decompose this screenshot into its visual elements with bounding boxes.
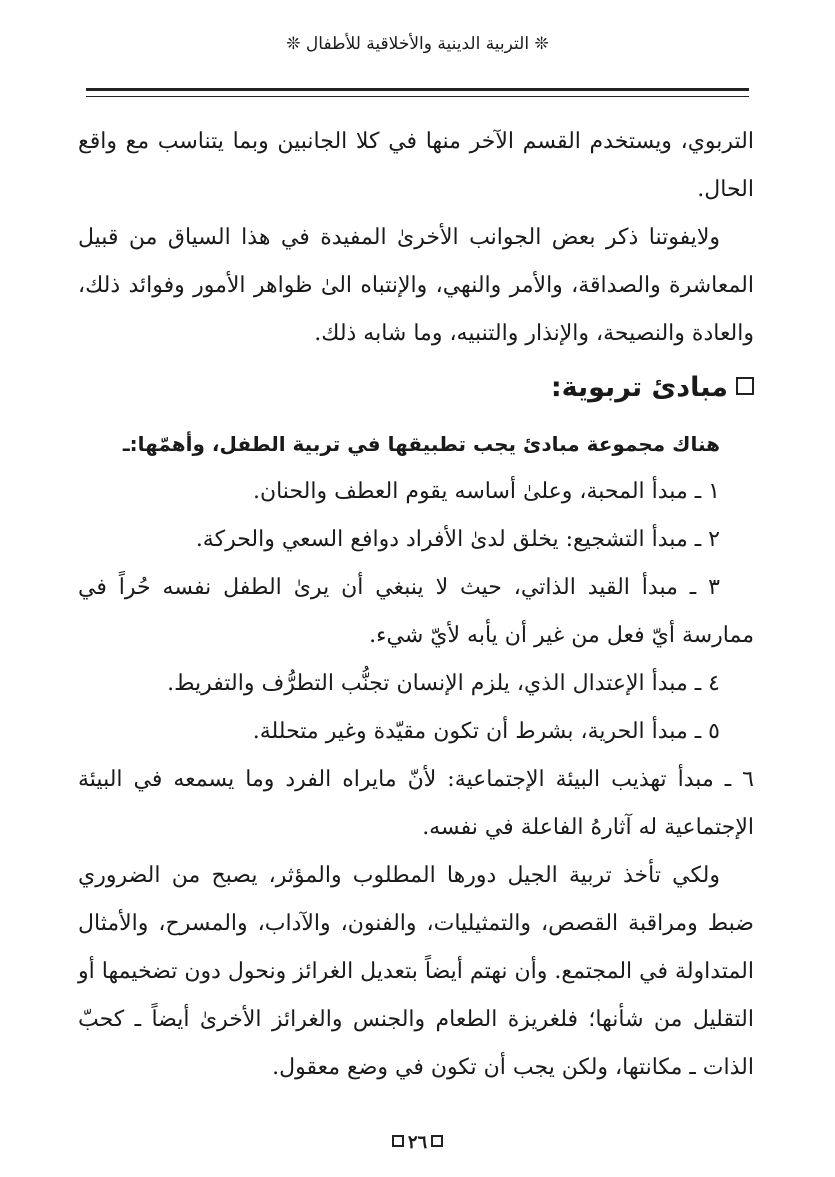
paragraph-3: ولكي تأخذ تربية الجيل دورها المطلوب والمؤثر، يصبح من الضروري ضبط ومراقبة القصص، والتمثيليات، والفنون، والآداب، والمسرح، والأمثال المتداولة في المجتمع. وأن نهتم أيضاً بتعديل الغرائز ونحول دون تضخيمها أو التقليل من شأنها؛ فلغريزة الطعام والجنس والغرائز الأخرىٰ أيضاً ـ كحبّ الذات ـ مكانتها، ولكن يجب أن تكون في وضع معقول. (78, 863, 754, 1080)
square-bullet-icon (736, 377, 754, 395)
page-content (78, 118, 754, 1092)
principle-item-3: ٣ ـ مبدأ القيد الذاتي، حيث لا ينبغي أن يرىٰ الطفل نفسه حُراً في ممارسة أيّ فعل من غير أن يأبه لأيّ شيء. (78, 575, 754, 648)
paragraph-1: التربوي، ويستخدم القسم الآخر منها في كلا الجانبين وبما يتناسب مع واقع الحال. (78, 129, 754, 202)
principles-intro: هناك مجموعة مبادئ يجب تطبيقها في تربية الطفل، وأهمّها:ـ (122, 432, 720, 456)
principle-item-5: ٥ ـ مبدأ الحرية، بشرط أن تكون مقيّدة وغير متحللة. (252, 719, 720, 744)
page-number-text: ٢٦ (407, 1132, 428, 1153)
header-rule-thick (86, 88, 749, 91)
page-number (0, 1132, 835, 1153)
square-ornament-icon (431, 1135, 443, 1147)
paragraph-2: ولايفوتنا ذكر بعض الجوانب الأخرىٰ المفيدة في هذا السياق من قبيل المعاشرة والصداقة، والأمر والنهي، والإنتباه الىٰ ظواهر الأمور وفوائد ذلك، والعادة والنصيحة، والإنذار والتنبيه، وما شابه ذلك. (78, 225, 754, 346)
principle-item-4: ٤ ـ مبدأ الإعتدال الذي، يلزم الإنسان تجنُّب التطرُّف والتفريط. (167, 671, 720, 696)
principle-item-2: ٢ ـ مبدأ التشجيع: يخلق لدىٰ الأفراد دوافع السعي والحركة. (195, 527, 720, 552)
section-heading-text: مبادئ تربوية: (550, 372, 728, 403)
running-title: ❊ التربية الدينية والأخلاقية للأطفال ❊ (286, 34, 549, 54)
square-ornament-icon (392, 1135, 404, 1147)
header-rule-thin (86, 96, 749, 97)
principle-item-1: ١ ـ مبدأ المحبة، وعلىٰ أساسه يقوم العطف والحنان. (252, 479, 720, 504)
principle-item-6: ٦ ـ مبدأ تهذيب البيئة الإجتماعية: لأنّ مايراه الفرد وما يسمعه في البيئة الإجتماعية له آثارهُ الفاعلة في نفسه. (78, 767, 754, 840)
section-heading (78, 364, 754, 412)
